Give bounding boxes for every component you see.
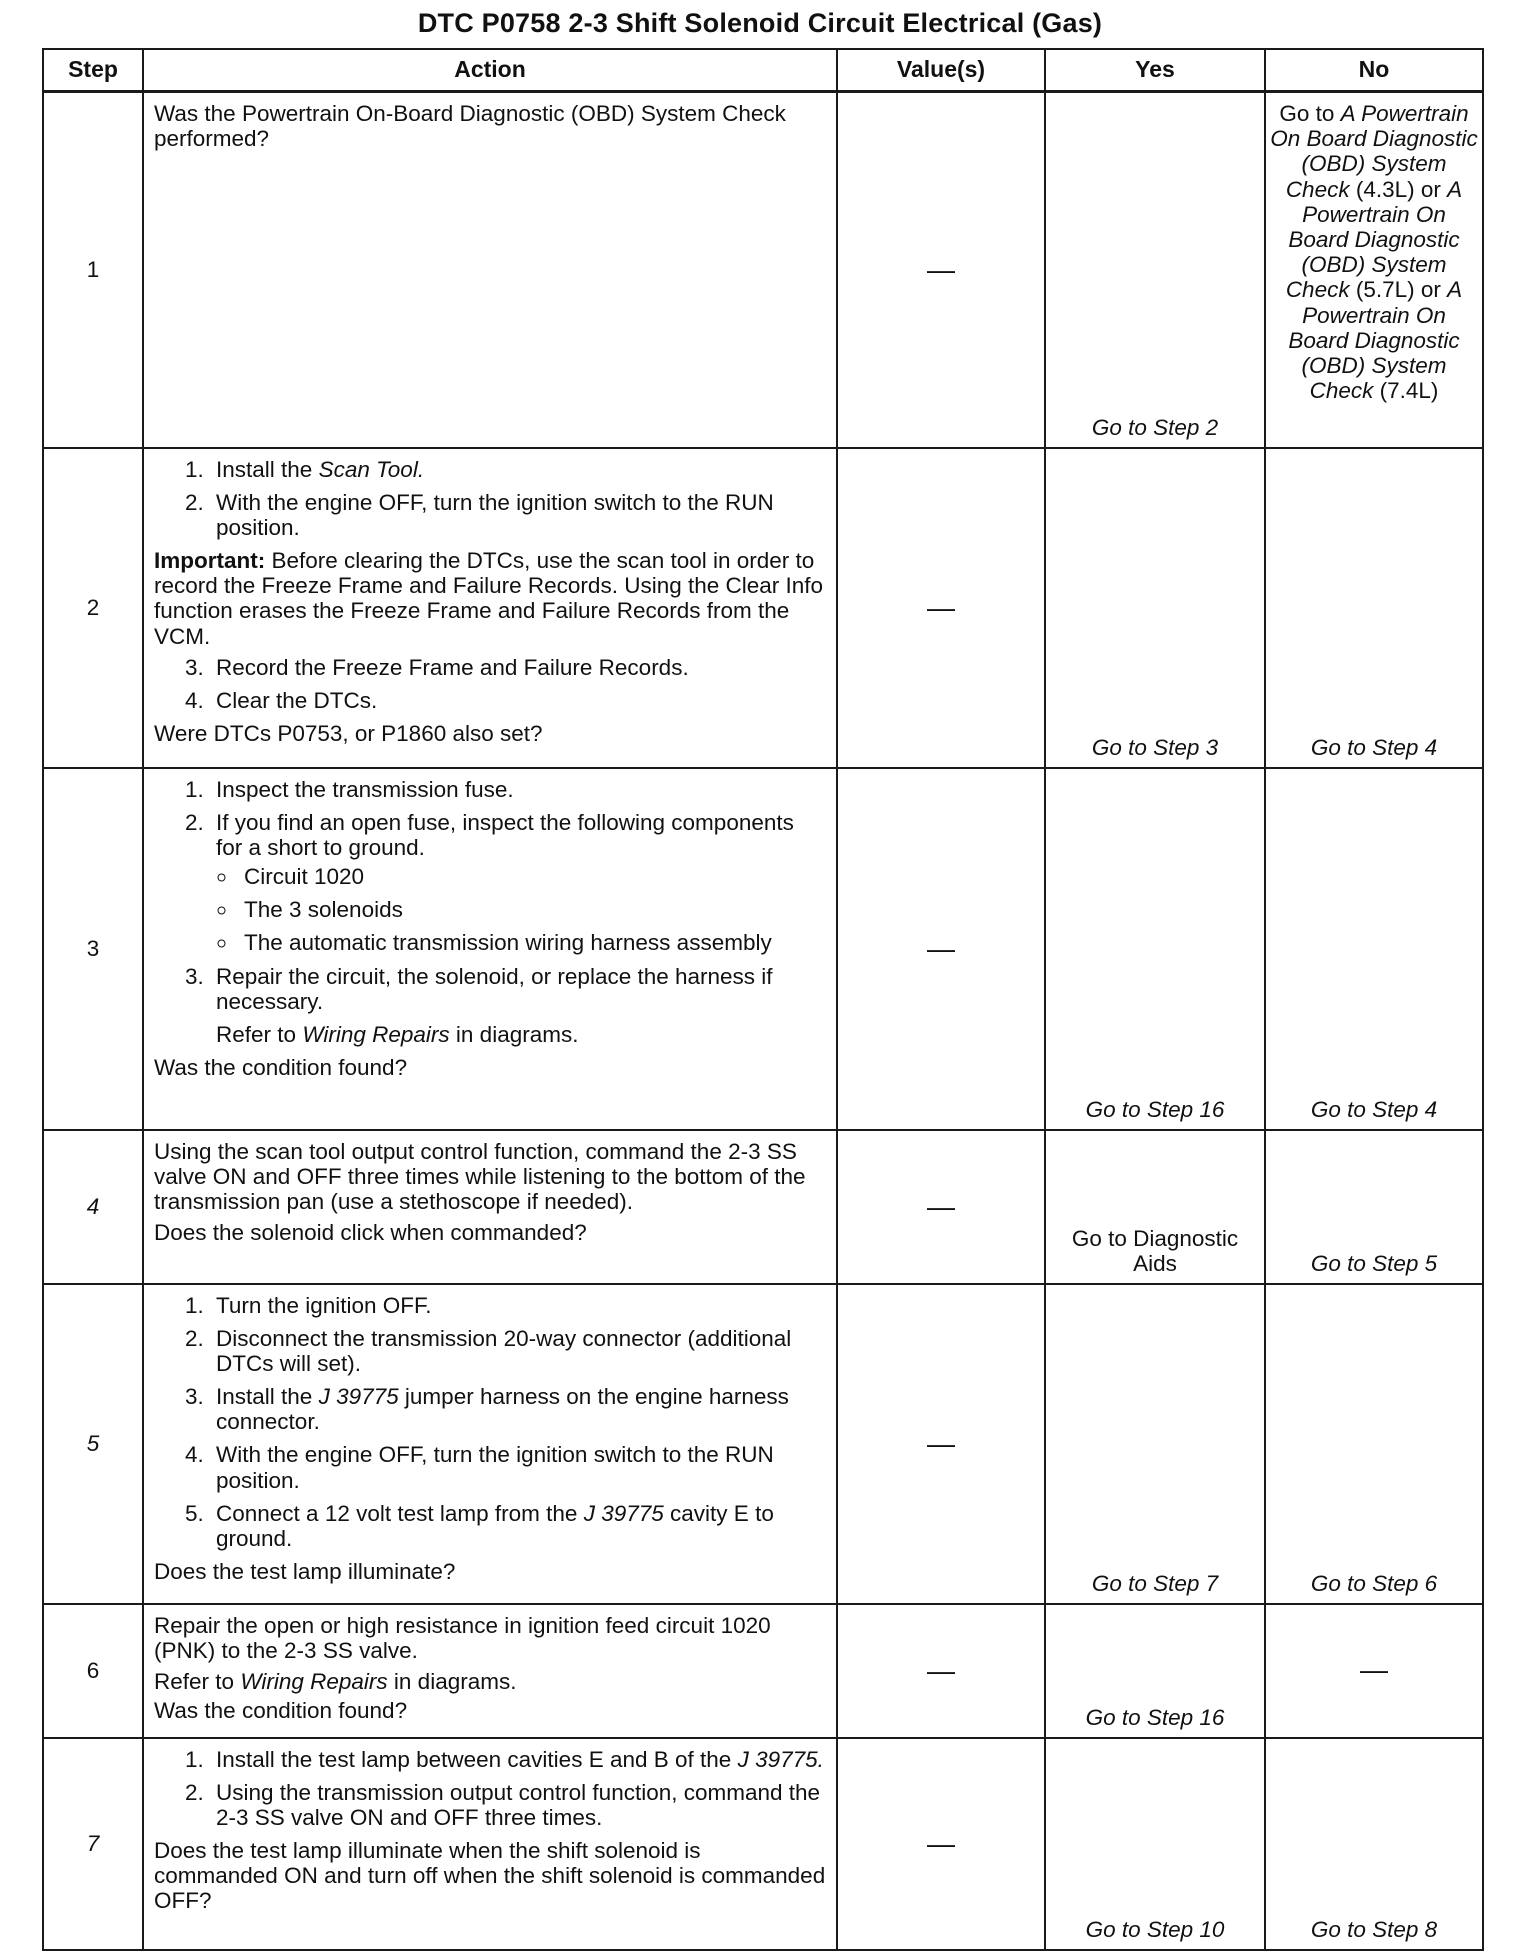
action-step: 2. With the engine OFF, turn the ignition switch to the RUN position. [210, 490, 826, 540]
action-step: 1. Turn the ignition OFF. [210, 1293, 826, 1318]
value-cell: — [837, 448, 1045, 768]
step-number: 5 [43, 1284, 143, 1604]
action-step: 1. Inspect the transmission fuse. [210, 777, 826, 802]
no-prefix: Go to [1279, 101, 1335, 126]
yes-link[interactable]: Go to Step 16 [1045, 1604, 1265, 1738]
action-step: 4. Clear the DTCs. [210, 688, 826, 713]
action-step: 2. If you find an open fuse, inspect the following components for a short to ground. ◦ Circuit 1020 ◦ The 3 solenoids ◦ The automatic transmission wiring harness assembly [210, 810, 826, 956]
yes-link[interactable]: Go to Step 3 [1045, 448, 1265, 768]
no-link[interactable]: Go to Step 4 [1265, 768, 1483, 1130]
reference-note: Refer to Wiring Repairs in diagrams. [216, 1022, 579, 1047]
value-cell: — [837, 768, 1045, 1130]
component-list [216, 864, 826, 956]
table-row [43, 1604, 1483, 1738]
step-number: 6 [43, 1604, 143, 1738]
no-text-3: (7.4L) [1379, 378, 1439, 404]
header-step: Step [43, 49, 143, 92]
no-text-2: (5.7L) or [1355, 277, 1441, 303]
step-number: 1 [43, 92, 143, 448]
action-question: Does the test lamp illuminate when the shift solenoid is commanded ON and turn off when the shift solenoid is commanded OFF? [154, 1838, 826, 1914]
page-title: DTC P0758 2-3 Shift Solenoid Circuit Electrical (Gas) [417, 8, 1103, 38]
reference-note: Refer to Wiring Repairs in diagrams. [154, 1668, 517, 1694]
action-step: 3. Install the J 39775 jumper harness on the engine harness connector. [210, 1384, 826, 1434]
header-values: Value(s) [837, 49, 1045, 92]
table-row [43, 1284, 1483, 1604]
no-link[interactable] [1265, 92, 1483, 448]
yes-link[interactable]: Go to Step 7 [1045, 1284, 1265, 1604]
action-question: Was the Powertrain On-Board Diagnostic (OBD) System Check performed? [154, 101, 786, 152]
list-item: ◦ Circuit 1020 [238, 864, 826, 889]
list-item: ◦ The automatic transmission wiring harness assembly [238, 930, 826, 955]
diagnostic-table [42, 48, 1484, 1951]
action-cell [143, 1604, 837, 1738]
action-step: 3. Repair the circuit, the solenoid, or replace the harness if necessary. Refer to Wiring Repairs in diagrams. [210, 964, 826, 1048]
action-steps [154, 1747, 826, 1831]
header-yes: Yes [1045, 49, 1265, 92]
action-question: Was the condition found? [154, 1698, 408, 1724]
action-steps [154, 777, 826, 1048]
action-question: Does the test lamp illuminate? [154, 1559, 456, 1585]
step-number: 7 [43, 1738, 143, 1950]
yes-link[interactable]: Go to Diagnostic Aids [1045, 1130, 1265, 1284]
value-cell: — [837, 1604, 1045, 1738]
important-note: Important: Before clearing the DTCs, use the scan tool in order to record the Freeze Frame and Failure Records. Using the Clear Info function erases the Freeze Frame and Failure Records from the VCM. [154, 548, 824, 649]
value-cell: — [837, 1738, 1045, 1950]
action-step: 2. Using the transmission output control function, command the 2-3 SS valve ON and OFF three times. [210, 1780, 826, 1830]
value-cell: — [837, 92, 1045, 448]
yes-text: Go to Step 2 [1091, 415, 1219, 441]
value-cell: — [837, 1284, 1045, 1604]
action-text: Using the scan tool output control function, command the 2-3 SS valve ON and OFF three times while listening to the bottom of the transmission pan (use a stethoscope if needed). [154, 1138, 806, 1214]
no-ref-3: A Powertrain On Board Diagnostic (OBD) System Check [1288, 277, 1463, 404]
action-question: Was the condition found? [154, 1055, 408, 1081]
action-step: 2. Disconnect the transmission 20-way connector (additional DTCs will set). [210, 1326, 826, 1376]
yes-link[interactable]: Go to Step 10 [1045, 1738, 1265, 1950]
value-cell: — [837, 1130, 1045, 1284]
action-cell [143, 1130, 837, 1284]
no-link[interactable]: Go to Step 4 [1265, 448, 1483, 768]
no-ref-1: A Powertrain On Board Diagnostic (OBD) System Check [1270, 101, 1478, 202]
step-number: 2 [43, 448, 143, 768]
no-cell: — [1265, 1604, 1483, 1738]
action-step: 4. With the engine OFF, turn the ignition switch to the RUN position. [210, 1442, 826, 1492]
no-link[interactable]: Go to Step 8 [1265, 1738, 1483, 1950]
table-row [43, 448, 1483, 768]
action-question: Does the solenoid click when commanded? [154, 1220, 587, 1246]
yes-link[interactable]: Go to Step 16 [1045, 768, 1265, 1130]
table-row [43, 1130, 1483, 1284]
action-text: Repair the open or high resistance in ignition feed circuit 1020 (PNK) to the 2-3 SS valve. [154, 1612, 771, 1663]
yes-link[interactable] [1045, 92, 1265, 448]
step-number: 4 [43, 1130, 143, 1284]
header-row [43, 49, 1483, 92]
action-question: Were DTCs P0753, or P1860 also set? [154, 721, 543, 747]
table-row [43, 768, 1483, 1130]
action-step: 3. Record the Freeze Frame and Failure Records. [210, 655, 826, 680]
list-item: ◦ The 3 solenoids [238, 897, 826, 922]
no-link[interactable]: Go to Step 6 [1265, 1284, 1483, 1604]
action-cell [143, 1284, 837, 1604]
action-cell [143, 448, 837, 768]
action-step: 1. Install the test lamp between cavities E and B of the J 39775. [210, 1747, 826, 1772]
header-no: No [1265, 49, 1483, 92]
step-number: 3 [43, 768, 143, 1130]
action-steps [154, 1293, 826, 1552]
action-cell [143, 768, 837, 1130]
action-cell [143, 1738, 837, 1950]
action-steps [154, 457, 826, 541]
table-row [43, 92, 1483, 448]
table-row [43, 1738, 1483, 1950]
no-link[interactable]: Go to Step 5 [1265, 1130, 1483, 1284]
action-cell [143, 92, 837, 448]
header-action: Action [143, 49, 837, 92]
no-text-1: (4.3L) or [1355, 176, 1441, 202]
action-step: 5. Connect a 12 volt test lamp from the J 39775 cavity E to ground. [210, 1501, 826, 1551]
no-ref-2: A Powertrain On Board Diagnostic (OBD) System Check [1285, 176, 1463, 303]
action-step: 1. Install the Scan Tool. [210, 457, 826, 482]
action-steps [154, 655, 826, 713]
